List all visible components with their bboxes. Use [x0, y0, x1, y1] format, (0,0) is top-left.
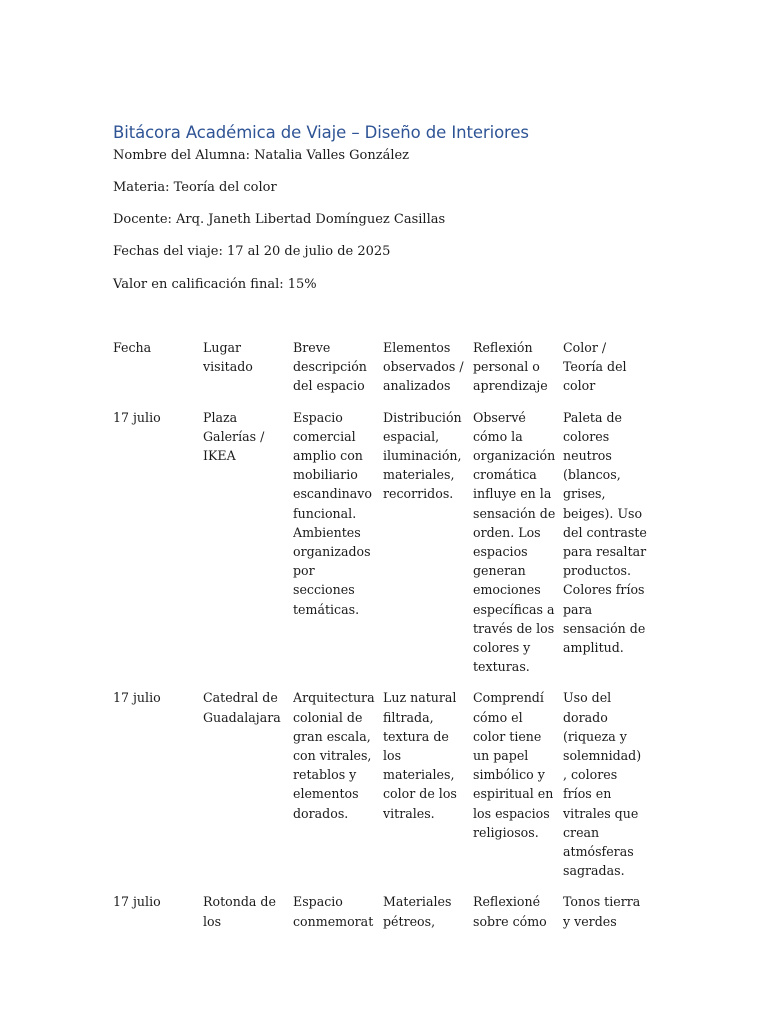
cell-date [113, 892, 203, 942]
table-header-row [113, 338, 653, 408]
document-title: Bitácora Académica de Viaje – Diseño de Interiores [113, 123, 529, 142]
table-row [113, 408, 653, 689]
header-label: Breve descripción del espacio [293, 340, 367, 394]
header-elements [383, 338, 473, 408]
cell-text: 17 julio [113, 690, 161, 706]
header-label: Color / Teoría del color [563, 340, 627, 394]
cell-text: Rotonda de los [203, 894, 276, 929]
cell-text: Catedral de Guadalajara [203, 690, 281, 725]
cell-color-theory [563, 892, 653, 942]
header-label: Elementos observados / analizados [383, 340, 464, 394]
student-name: Nombre del Alumna: Natalia Valles González [113, 148, 410, 163]
cell-text: Espacio comercial amplio con mobiliario escandinavo funcional. Ambientes organizados por secciones temáticas. [293, 409, 372, 617]
cell-elements [383, 688, 473, 892]
cell-text: Reflexioné sobre cómo [473, 894, 547, 929]
cell-text: 17 julio [113, 409, 161, 425]
header-reflection [473, 338, 563, 408]
trip-dates: Fechas del viaje: 17 al 20 de julio de 2025 [113, 244, 391, 259]
teacher: Docente: Arq. Janeth Libertad Domínguez Casillas [113, 212, 446, 227]
cell-place [203, 408, 293, 689]
grade-value: Valor en calificación final: 15% [113, 277, 317, 292]
cell-reflection [473, 408, 563, 689]
header-label: Reflexión personal o aprendizaje [473, 340, 548, 394]
cell-text: Observé cómo la organización cromática influye en la sensación de orden. Los espacios generan emociones específicas a través de los colores y texturas. [473, 409, 556, 675]
header-date [113, 338, 203, 408]
cell-text: Uso del dorado (riqueza y solemnidad) , colores fríos en vitrales que crean atmósferas sagradas. [563, 690, 642, 879]
cell-reflection [473, 688, 563, 892]
cell-text: Paleta de colores neutros (blancos, grises, beiges). Uso del contraste para resaltar productos. Colores fríos para sensación de amplitud. [563, 409, 647, 656]
cell-date [113, 688, 203, 892]
cell-text: Comprendí cómo el color tiene un papel simbólico y espiritual en los espacios religiosos. [473, 690, 554, 840]
cell-place [203, 688, 293, 892]
cell-color-theory [563, 688, 653, 892]
cell-description [293, 408, 383, 689]
cell-reflection [473, 892, 563, 942]
travel-log-table [113, 338, 653, 943]
cell-place [203, 892, 293, 942]
cell-text: Espacio conmemorat [293, 894, 374, 929]
header-place [203, 338, 293, 408]
cell-color-theory [563, 408, 653, 689]
cell-text: Luz natural filtrada, textura de los materiales, color de los vitrales. [383, 690, 457, 821]
cell-elements [383, 892, 473, 942]
cell-text: Tonos tierra y verdes [563, 894, 641, 929]
table-row [113, 688, 653, 892]
cell-description [293, 688, 383, 892]
cell-description [293, 892, 383, 942]
cell-text: Arquitectura colonial de gran escala, con vitrales, retablos y elementos dorados. [293, 690, 375, 821]
cell-text: 17 julio [113, 894, 161, 910]
cell-text: Distribución espacial, iluminación, materiales, recorridos. [383, 409, 462, 502]
subject: Materia: Teoría del color [113, 180, 277, 195]
header-label: Lugar visitado [203, 340, 253, 375]
header-label: Fecha [113, 340, 152, 355]
table-row [113, 892, 653, 942]
cell-elements [383, 408, 473, 689]
cell-text: Materiales pétreos, [383, 894, 452, 929]
cell-date [113, 408, 203, 689]
cell-text: Plaza Galerías / IKEA [203, 409, 265, 464]
header-description [293, 338, 383, 408]
header-color-theory [563, 338, 653, 408]
